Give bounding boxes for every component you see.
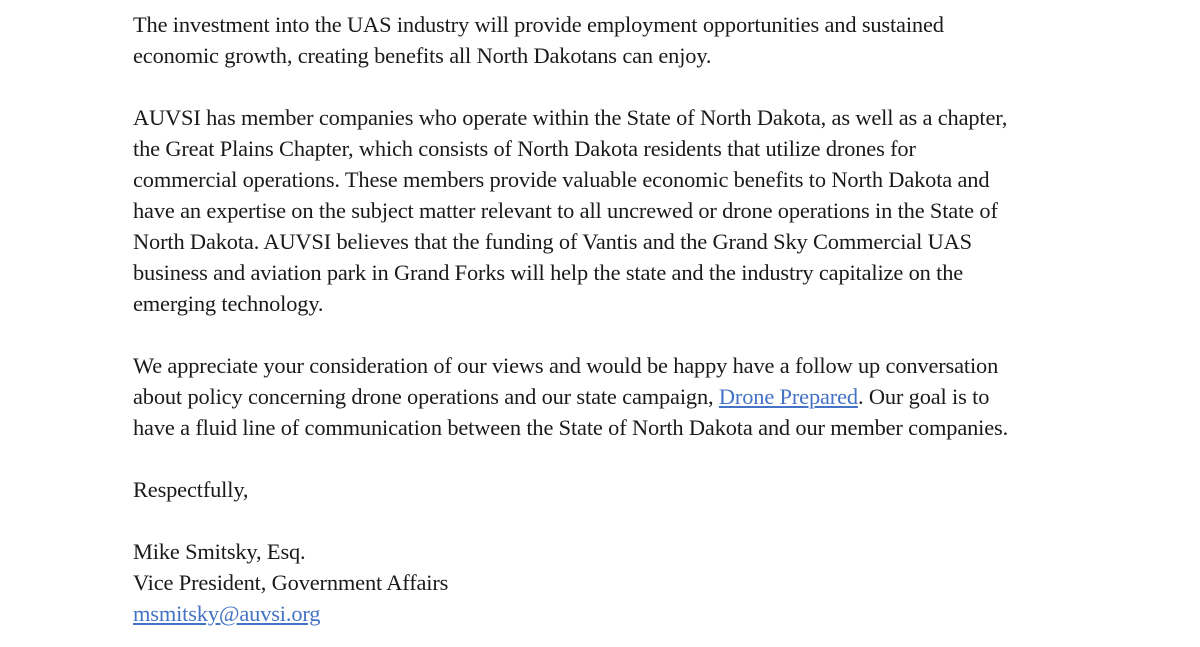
paragraph-appreciation <box>133 350 1093 443</box>
drone-prepared-link[interactable]: Drone Prepared <box>718 384 858 409</box>
paragraph-line: commercial operations. These members provide valuable economic benefits to North Dakota and <box>133 167 990 192</box>
letter-body <box>133 9 1093 629</box>
signer-email-link[interactable]: msmitsky@auvsi.org <box>133 601 321 626</box>
signer-email-line <box>133 598 1093 629</box>
closing <box>133 474 1093 505</box>
paragraph-investment <box>133 9 1093 71</box>
paragraph-line: have a fluid line of communication between the State of North Dakota and our member companies. <box>133 415 1009 440</box>
closing-text: Respectfully, <box>133 477 249 502</box>
paragraph-text: . Our goal is to <box>857 384 990 409</box>
paragraph-line: AUVSI has member companies who operate within the State of North Dakota, as well as a chapter, <box>133 105 1008 130</box>
paragraph-line <box>133 381 1093 412</box>
paragraph-line: North Dakota. AUVSI believes that the funding of Vantis and the Grand Sky Commercial UAS <box>133 229 972 254</box>
paragraph-line: The investment into the UAS industry will provide employment opportunities and sustained <box>133 12 944 37</box>
signature-block <box>133 536 1093 629</box>
paragraph-auvsi-members <box>133 102 1093 319</box>
paragraph-line: the Great Plains Chapter, which consists of North Dakota residents that utilize drones for <box>133 136 916 161</box>
signer-title: Vice President, Government Affairs <box>133 570 449 595</box>
paragraph-line: We appreciate your consideration of our views and would be happy have a follow up conversation <box>133 353 999 378</box>
paragraph-line: have an expertise on the subject matter relevant to all uncrewed or drone operations in the State of <box>133 198 998 223</box>
paragraph-text: about policy concerning drone operations and our state campaign, <box>133 384 719 409</box>
paragraph-line: business and aviation park in Grand Forks will help the state and the industry capitalize on the <box>133 260 964 285</box>
paragraph-line: emerging technology. <box>133 291 324 316</box>
paragraph-line: economic growth, creating benefits all North Dakotans can enjoy. <box>133 43 712 68</box>
signer-name: Mike Smitsky, Esq. <box>133 539 306 564</box>
